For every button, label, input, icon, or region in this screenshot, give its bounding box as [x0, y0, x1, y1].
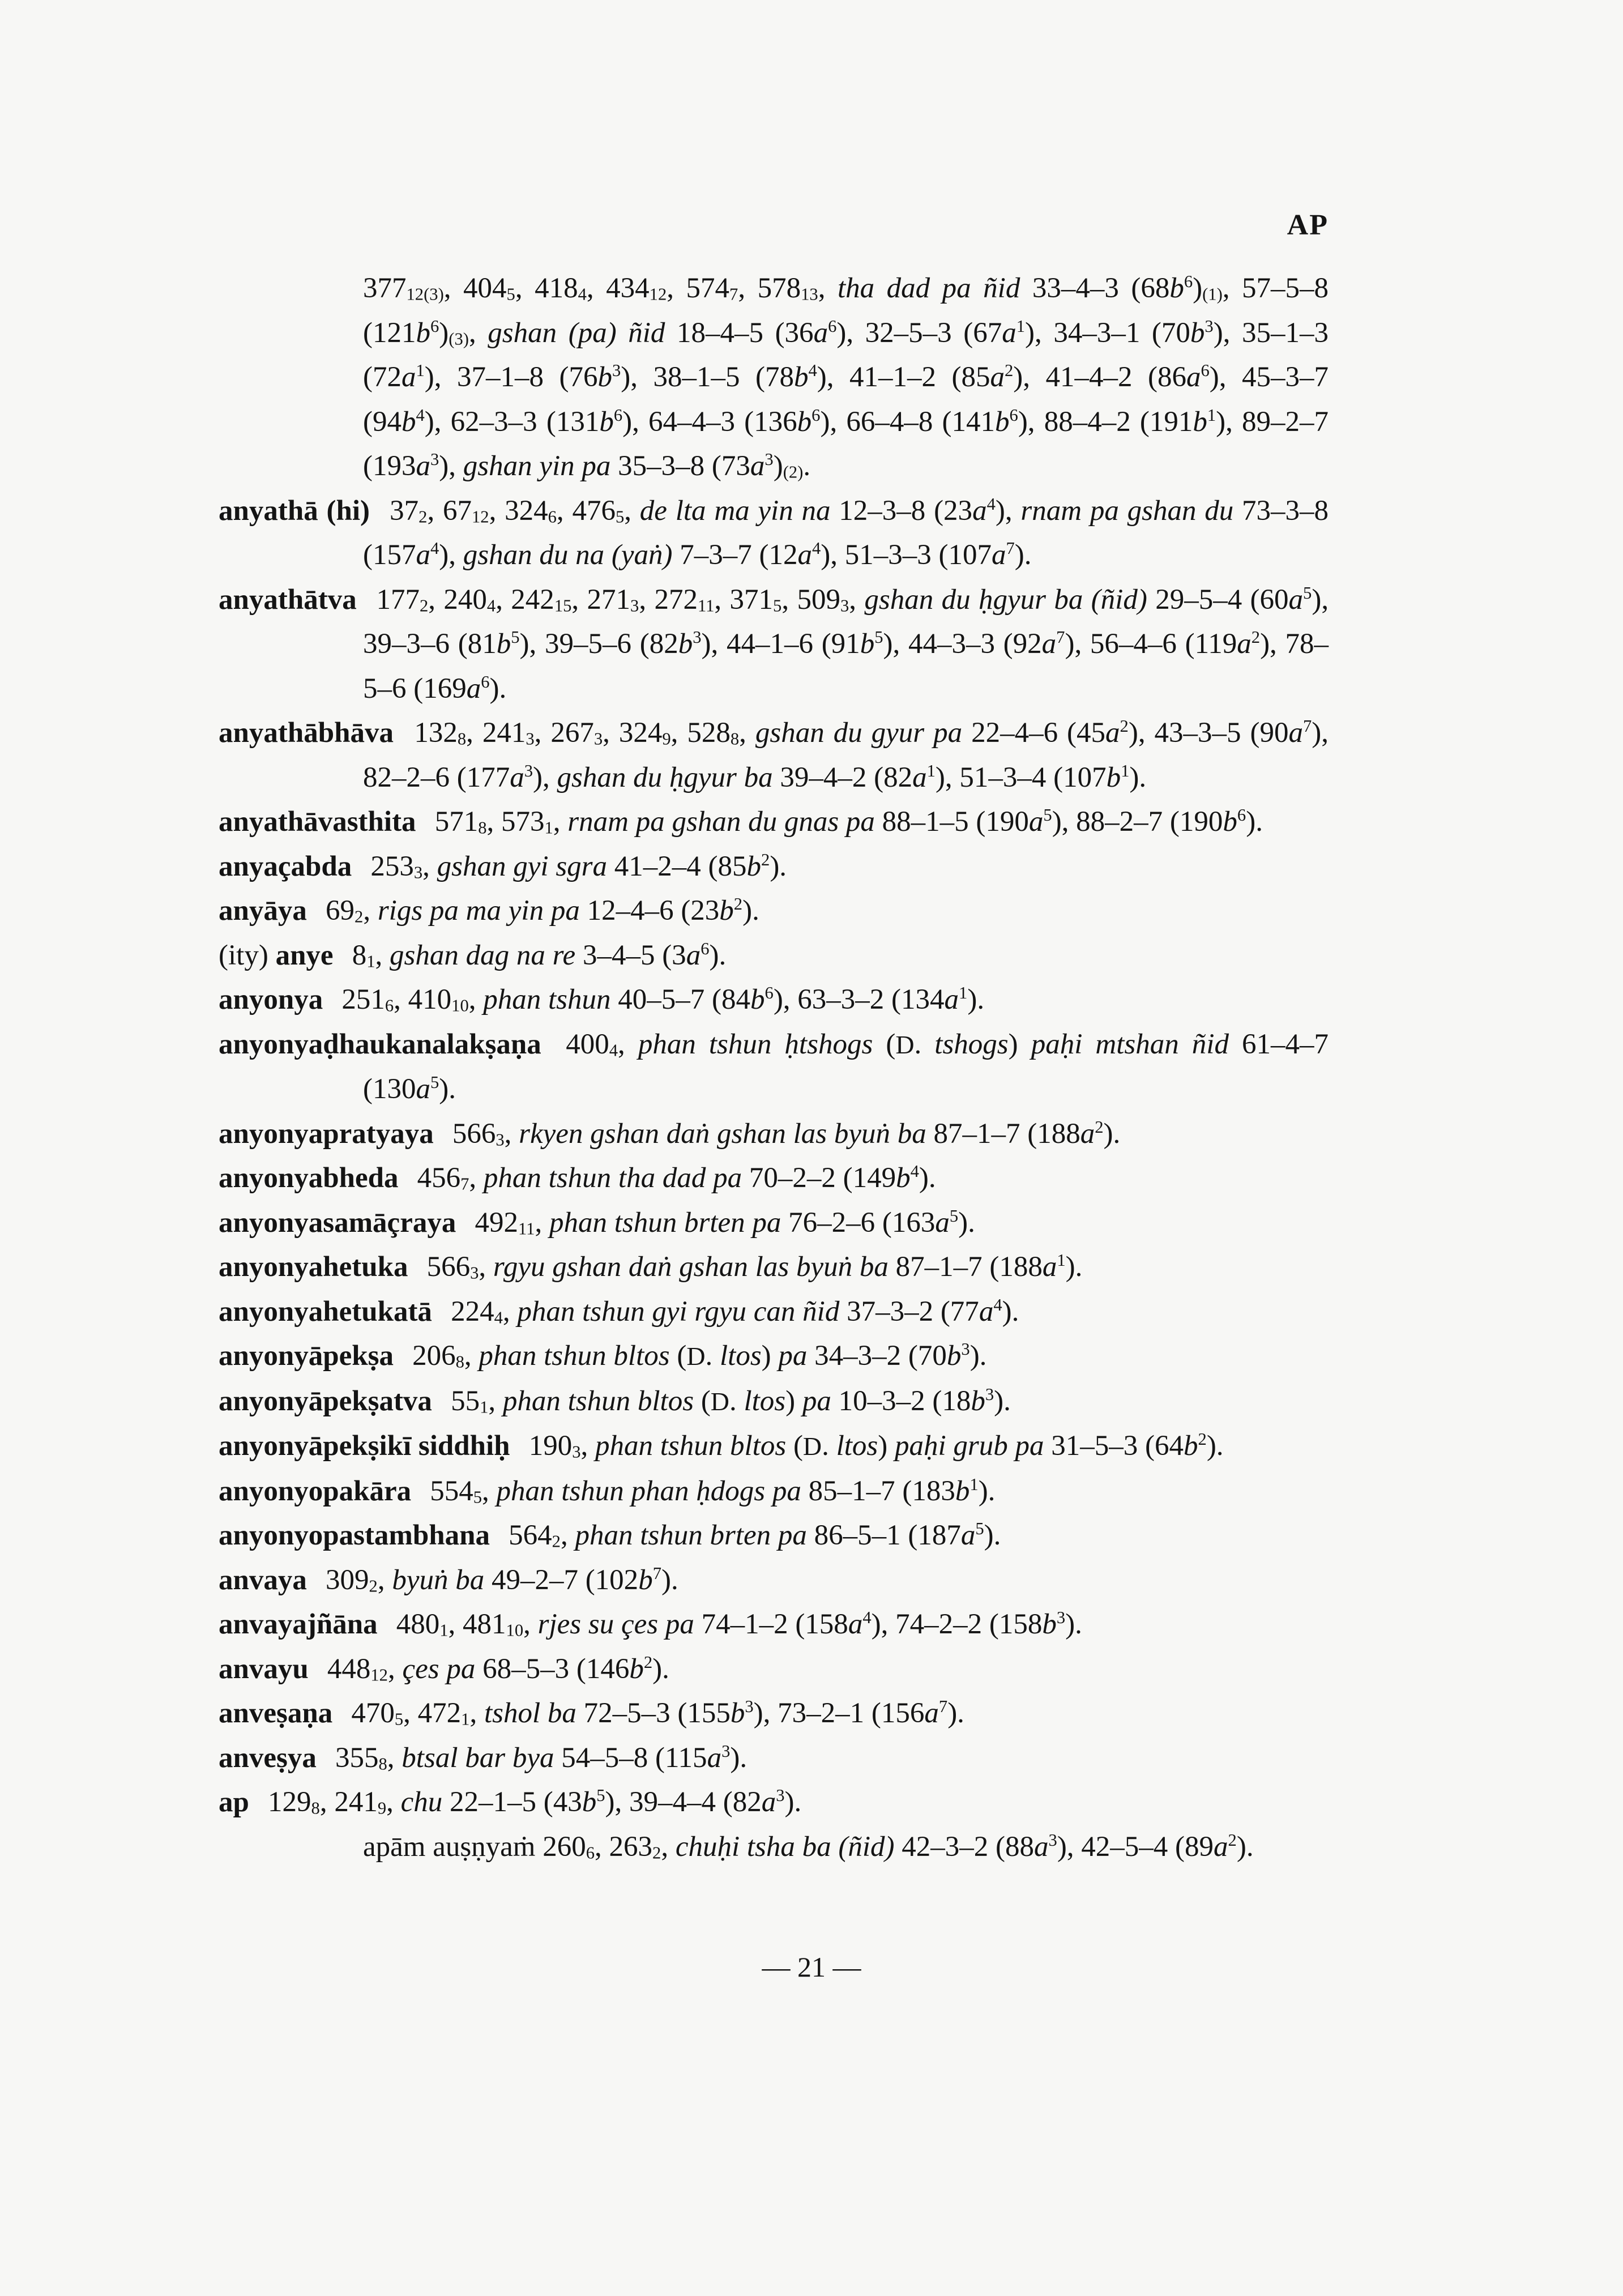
dictionary-entry [219, 1201, 1329, 1245]
entry-references: $206_8$, phan tshun bltos (D. ltos) pa 34–3–2 $(70b^3)$. [412, 1339, 987, 1372]
entry-headword: anyathā (hi) [219, 494, 370, 527]
entry-references: $309_2$, byuṅ ba 49–2–7 $(102b^7)$. [326, 1563, 678, 1596]
entry-references: $55_1$, phan tshun bltos (D. ltos) pa 10–3–2 $(18b^3)$. [451, 1384, 1011, 1417]
entry-headword: anyonyapratyaya [219, 1117, 434, 1150]
entry-references: $566_3$, rkyen gshan daṅ gshan las byuṅ ba 87–1–7 $(188a^2)$. [452, 1117, 1121, 1150]
entry-references: $571_8$, $573_1$, rnam pa gshan du gnas pa 88–1–5 $(190a^5)$, 88–2–7 $(190b^6)$. [434, 805, 1263, 838]
dictionary-entry [219, 1379, 1329, 1424]
entry-references: $470_5$, $472_1$, tshol ba 72–5–3 $(155b^3)$, 73–2–1 $(156a^7)$. [351, 1697, 964, 1729]
entry-references: $566_3$, rgyu gshan daṅ gshan las byuṅ ba 87–1–7 $(188a^1)$. [426, 1251, 1083, 1283]
dictionary-entry [219, 1780, 1329, 1825]
entry-references: $69_2$, rigs pa ma yin pa 12–4–6 $(23b^2)$. [326, 894, 759, 927]
dictionary-entry [219, 978, 1329, 1022]
entry-references: $492_{11}$, phan tshun brten pa 76–2–6 $(163a^5)$. [475, 1206, 975, 1239]
dictionary-entry [219, 1112, 1329, 1156]
entry-headword: anyonyabheda [219, 1162, 399, 1194]
entry-headword: anvaya [219, 1564, 307, 1596]
entry-list [219, 266, 1329, 1869]
entry-references: $129_8$, $241_9$, chu 22–1–5 $(43b^5)$, 39–4–4 $(82a^3)$. [268, 1786, 802, 1818]
entry-references: $177_2$, $240_4$, $242_{15}$, $271_3$, $272_{11}$, $371_5$, $509_3$, gshan du ḥgyur ba (ñid) 29–5–4 $(60a^5)$, 39–3–6 $(81b^5)$, 39–5–6 $(82b^3)$, 44–1–6 $(91b^5)$, 44–3–3 $(92a^7)$, 56–4–6 $(119a^2)$, 78–5–6 $(169a^6)$. [363, 583, 1329, 705]
dictionary-entry [219, 1022, 1329, 1112]
dictionary-entry [219, 933, 1329, 978]
dictionary-entry [219, 1825, 1329, 1870]
entry-references: $400_4$, phan tshun ḥtshogs (D. tshogs) paḥi mtshan ñid 61–4–7 $(130a^5)$. [363, 1028, 1329, 1105]
entry-references: $456_7$, phan tshun tha dad pa 70–2–2 $(149b^4)$. [417, 1162, 936, 1194]
dictionary-entry [219, 1513, 1329, 1558]
entry-references: $251_6$, $410_{10}$, phan tshun 40–5–7 $(84b^6)$, 63–3–2 $(134a^1)$. [341, 983, 985, 1015]
entry-headword: anyonyāpekṣatva [219, 1385, 432, 1417]
entry-references: apām auṣṇyaṁ $260_6$, $263_2$, chuḥi tsha ba (ñid) 42–3–2 $(88a^3)$, 42–5–4 $(89a^2)$. [363, 1830, 1254, 1863]
running-head: AP [1287, 209, 1329, 241]
entry-headword: anvayajñāna [219, 1608, 378, 1640]
entry-headword: anyonyaḍhaukanalakṣaṇa [219, 1028, 541, 1060]
dictionary-entry [219, 844, 1329, 889]
entry-headword: ap [219, 1786, 249, 1818]
entry-references: $448_{12}$, çes pa 68–5–3 $(146b^2)$. [327, 1652, 669, 1685]
dictionary-entry [219, 266, 1329, 489]
dictionary-entry [219, 1736, 1329, 1781]
dictionary-entry [219, 1602, 1329, 1647]
entry-references: $377_{12(3)}$, $404_5$, $418_4$, $434_{12}$, $574_7$, $578_{13}$, tha dad pa ñid 33–4–3 $(68b^6)_{(1)}$, 57–5–8 $(121b^6)_{(3)}$, gshan (pa) ñid 18–4–5 $(36a^6)$, 32–5–3 $(67a^1)$, 34–3–1 $(70b^3)$, 35–1–3 $(72a^1)$, 37–1–8 $(76b^3)$, 38–1–5 $(78b^4)$, 41–1–2 $(85a^2)$, 41–4–2 $(86a^6)$, 45–3–7 $(94b^4)$, 62–3–3 $(131b^6)$, 64–4–3 $(136b^6)$, 66–4–8 $(141b^6)$, 88–4–2 $(191b^1)$, 89–2–7 $(193a^3)$, gshan yin pa 35–3–8 $(73a^3)_{(2)}$. [363, 272, 1329, 482]
entry-references: $224_4$, phan tshun gyi rgyu can ñid 37–3–2 $(77a^4)$. [451, 1295, 1019, 1328]
entry-headword: anyonyahetuka [219, 1251, 408, 1283]
entry-headword: anyonyopastambhana [219, 1520, 490, 1551]
entry-headword: anyonyāpekṣikī siddhiḥ [219, 1430, 510, 1462]
entry-references: $253_3$, gshan gyi sgra 41–2–4 $(85b^2)$. [370, 850, 787, 882]
entry-references: $190_3$, phan tshun bltos (D. ltos) paḥi grub pa 31–5–3 $(64b^2)$. [528, 1429, 1224, 1462]
entry-references: $554_5$, phan tshun phan ḥdogs pa 85–1–7 $(183b^1)$. [430, 1474, 996, 1507]
dictionary-entry [219, 1245, 1329, 1290]
entry-references: $480_1$, $481_{10}$, rjes su çes pa 74–1–2 $(158a^4)$, 74–2–2 $(158b^3)$. [396, 1608, 1082, 1640]
dictionary-entry [219, 711, 1329, 800]
entry-headword: anveṣaṇa [219, 1697, 333, 1729]
entry-references: $37_2$, $67_{12}$, $324_6$, $476_5$, de lta ma yin na 12–3–8 $(23a^4)$, rnam pa gshan du 73–3–8 $(157a^4)$, gshan du na (yaṅ) 7–3–7 $(12a^4)$, 51–3–3 $(107a^7)$. [363, 494, 1329, 571]
entry-headword: anyathātva [219, 583, 357, 616]
entry-headword: anyonyāpekṣa [219, 1340, 394, 1372]
entry-headword: anyāya [219, 895, 307, 927]
entry-references: $8_1$, gshan dag na re 3–4–5 $(3a^6)$. [352, 938, 727, 971]
dictionary-entry [219, 800, 1329, 844]
dictionary-entry [219, 1290, 1329, 1334]
dictionary-entry [219, 1334, 1329, 1379]
dictionary-entry [219, 889, 1329, 933]
entry-references: $355_8$, btsal bar bya 54–5–8 $(115a^3)$. [335, 1741, 748, 1774]
dictionary-entry [219, 1469, 1329, 1514]
dictionary-entry [219, 1691, 1329, 1736]
entry-headword: anyonyasamāçraya [219, 1206, 456, 1239]
dictionary-entry [219, 1424, 1329, 1469]
dictionary-entry [219, 1558, 1329, 1603]
entry-references: $564_2$, phan tshun brten pa 86–5–1 $(187a^5)$. [509, 1519, 1001, 1551]
entry-headword: anveṣya [219, 1742, 317, 1774]
dictionary-entry [219, 489, 1329, 578]
entry-headword: anyonyopakāra [219, 1475, 412, 1507]
entry-references: $132_8$, $241_3$, $267_3$, $324_9$, $528_8$, gshan du gyur pa 22–4–6 $(45a^2)$, 43–3–5 $(90a^7)$, 82–2–6 $(177a^3)$, gshan du ḥgyur ba 39–4–2 $(82a^1)$, 51–3–4 $(107b^1)$. [363, 716, 1329, 793]
entry-headword: anvayu [219, 1653, 309, 1685]
entry-headword: anyathāvasthita [219, 806, 416, 838]
entry-headword: anyonya [219, 984, 323, 1015]
page-number: — 21 — [762, 1951, 861, 1983]
dictionary-entry [219, 1647, 1329, 1692]
entry-headword: anyathābhāva [219, 717, 394, 749]
entry-prefix: (ity) [219, 939, 276, 971]
entry-headword: anye [275, 939, 334, 971]
dictionary-entry [219, 1156, 1329, 1201]
entry-headword: anyonyahetukatā [219, 1295, 432, 1328]
entry-headword: anyaçabda [219, 850, 352, 882]
dictionary-entry [219, 578, 1329, 711]
